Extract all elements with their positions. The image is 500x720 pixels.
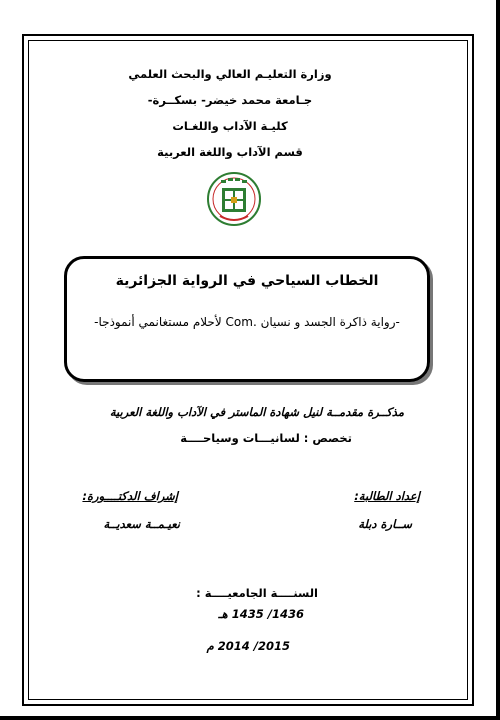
university-logo	[206, 170, 262, 228]
faculty-name: كليـة الآداب واللغـات	[172, 119, 288, 133]
academic-year-label: السنــــة الجامعيــــة :	[196, 586, 318, 600]
student-name: ســارة دبلة	[358, 517, 412, 531]
thesis-subtitle: -رواية ذاكرة الجسد و نسيان .Com لأحلام مستغانمي أنموذجا-	[94, 315, 400, 329]
specialization: تخصص : لسانيـــات وسياحــــة	[180, 431, 352, 445]
department-name: قسم الآداب واللغة العربية	[157, 145, 303, 159]
supervisor-label: إشراف الدكتــــورة:	[82, 489, 178, 503]
academic-year-hijri: 1436/ 1435 هـ	[218, 607, 304, 621]
student-label: إعداد الطالبة:	[354, 489, 420, 503]
ministry-name: وزارة التعليـم العالي والبحث العلمي	[128, 67, 332, 81]
page-shadow-right	[496, 0, 500, 720]
thesis-statement: مذكــرة مقدمــة لنيل شهادة الماستر في الآداب واللغة العربية	[109, 405, 404, 419]
academic-year-gregorian: 2015/ 2014 م	[206, 639, 290, 653]
university-name: جـامعة محمد خيضر- بسكــرة-	[147, 93, 313, 107]
thesis-title-box	[64, 256, 430, 382]
page-shadow-bottom	[0, 716, 500, 720]
supervisor-name: نعيـمــة سعديــة	[103, 517, 180, 531]
thesis-main-title: الخطاب السياحي في الرواية الجزائرية	[115, 273, 379, 289]
